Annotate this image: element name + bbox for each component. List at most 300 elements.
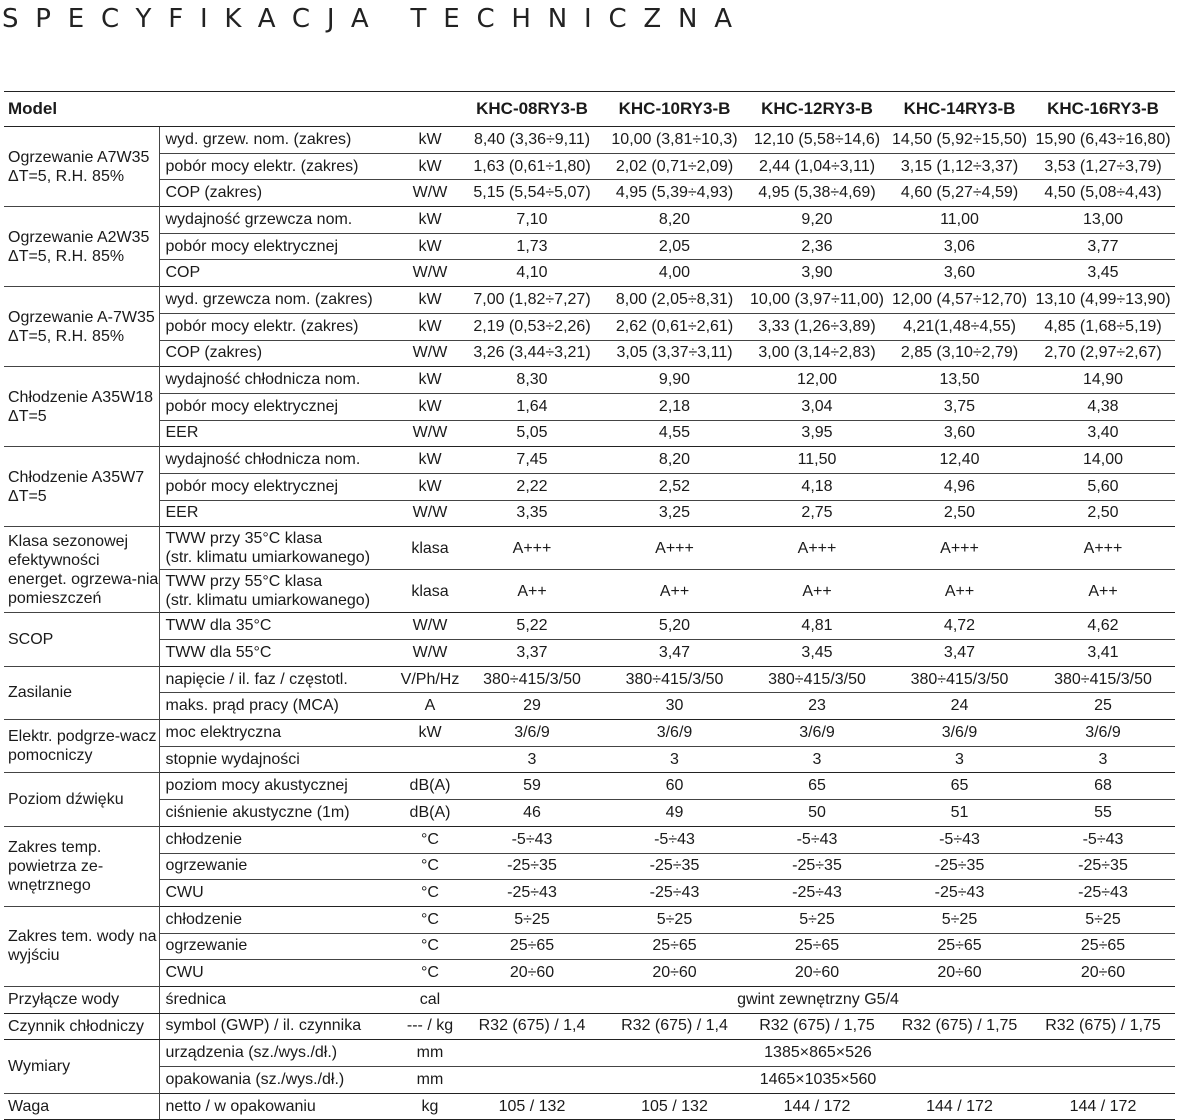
- table-row: [4, 826, 1175, 853]
- value-cell: 49: [603, 800, 746, 827]
- value-cell: 3,47: [603, 640, 746, 667]
- table-row: [4, 853, 1175, 880]
- value-cell: -25÷43: [461, 880, 603, 907]
- value-cell: 5,20: [603, 613, 746, 640]
- unit-cell: kW: [399, 287, 461, 314]
- parameter-label: moc elektryczna: [159, 720, 399, 747]
- parameter-label: COP (zakres): [159, 180, 399, 207]
- parameter-label: TWW dla 35°C: [159, 613, 399, 640]
- value-cell: R32 (675) / 1,4: [603, 1013, 746, 1040]
- value-cell: 20÷60: [746, 960, 888, 987]
- table-row: [4, 420, 1175, 447]
- unit-cell: dB(A): [399, 800, 461, 827]
- value-cell: 5÷25: [461, 906, 603, 933]
- value-cell: 2,19 (0,53÷2,26): [461, 313, 603, 340]
- value-cell: 9,90: [603, 367, 746, 394]
- shared-value-cell: gwint zewnętrzny G5/4: [461, 986, 1175, 1013]
- value-cell: -5÷43: [746, 826, 888, 853]
- value-cell: 29: [461, 693, 603, 720]
- parameter-label: wydajność grzewcza nom.: [159, 207, 399, 234]
- table-row: [4, 367, 1175, 394]
- table-row: [4, 933, 1175, 960]
- value-cell: 3/6/9: [888, 720, 1031, 747]
- value-cell: R32 (675) / 1,75: [1031, 1013, 1175, 1040]
- value-cell: -25÷35: [461, 853, 603, 880]
- value-cell: -25÷43: [746, 880, 888, 907]
- parameter-label: wyd. grzew. nom. (zakres): [159, 127, 399, 154]
- value-cell: 3/6/9: [746, 720, 888, 747]
- value-cell: 4,72: [888, 613, 1031, 640]
- table-row: [4, 153, 1175, 180]
- value-cell: 3,45: [746, 640, 888, 667]
- table-row: [4, 260, 1175, 287]
- value-cell: 4,95 (5,38÷4,69): [746, 180, 888, 207]
- value-cell: 3: [603, 746, 746, 773]
- value-cell: 5÷25: [888, 906, 1031, 933]
- value-cell: 8,20: [603, 447, 746, 474]
- value-cell: 4,96: [888, 473, 1031, 500]
- unit-cell: W/W: [399, 340, 461, 367]
- value-cell: 3: [461, 746, 603, 773]
- value-cell: 380÷415/3/50: [888, 666, 1031, 693]
- model-column-header: KHC-16RY3-B: [1031, 92, 1175, 127]
- value-cell: 14,00: [1031, 447, 1175, 474]
- value-cell: 10,00 (3,81÷10,3): [603, 127, 746, 154]
- value-cell: 8,40 (3,36÷9,11): [461, 127, 603, 154]
- group-label: Czynnik chłodniczy: [4, 1013, 159, 1040]
- value-cell: 5÷25: [746, 906, 888, 933]
- value-cell: 4,55: [603, 420, 746, 447]
- parameter-label: wydajność chłodnicza nom.: [159, 367, 399, 394]
- value-cell: A+++: [1031, 527, 1175, 570]
- value-cell: 2,05: [603, 233, 746, 260]
- model-column-header: KHC-14RY3-B: [888, 92, 1031, 127]
- parameter-label: pobór mocy elektrycznej: [159, 393, 399, 420]
- shared-value-cell: 1385×865×526: [461, 1040, 1175, 1067]
- value-cell: 2,02 (0,71÷2,09): [603, 153, 746, 180]
- value-cell: 3,26 (3,44÷3,21): [461, 340, 603, 367]
- value-cell: 12,00 (4,57÷12,70): [888, 287, 1031, 314]
- table-row: [4, 720, 1175, 747]
- value-cell: 11,00: [888, 207, 1031, 234]
- value-cell: 5,22: [461, 613, 603, 640]
- value-cell: 3,04: [746, 393, 888, 420]
- table-row: [4, 746, 1175, 773]
- group-label: Waga: [4, 1093, 159, 1120]
- parameter-label: maks. prąd pracy (MCA): [159, 693, 399, 720]
- value-cell: 2,70 (2,97÷2,67): [1031, 340, 1175, 367]
- parameter-label: wydajność chłodnicza nom.: [159, 447, 399, 474]
- parameter-label-sub: (str. klimatu umiarkowanego): [165, 592, 371, 610]
- unit-cell: W/W: [399, 420, 461, 447]
- value-cell: 144 / 172: [746, 1093, 888, 1120]
- value-cell: 4,21(1,48÷4,55): [888, 313, 1031, 340]
- model-column-header: KHC-12RY3-B: [746, 92, 888, 127]
- model-column-header: KHC-08RY3-B: [461, 92, 603, 127]
- value-cell: 3: [1031, 746, 1175, 773]
- parameter-label-main: TWW przy 35°C klasa: [165, 530, 323, 548]
- value-cell: 3,41: [1031, 640, 1175, 667]
- unit-cell: klasa: [399, 570, 461, 613]
- group-label: Ogrzewanie A2W35 ΔT=5, R.H. 85%: [4, 207, 159, 287]
- unit-cell: kW: [399, 720, 461, 747]
- parameter-label: netto / w opakowaniu: [159, 1093, 399, 1120]
- value-cell: 144 / 172: [1031, 1093, 1175, 1120]
- table-row: [4, 986, 1175, 1013]
- value-cell: R32 (675) / 1,4: [461, 1013, 603, 1040]
- value-cell: 3: [746, 746, 888, 773]
- table-row: [4, 960, 1175, 987]
- value-cell: -5÷43: [1031, 826, 1175, 853]
- value-cell: 25÷65: [746, 933, 888, 960]
- unit-cell: kW: [399, 153, 461, 180]
- value-cell: 3,75: [888, 393, 1031, 420]
- group-label: Zasilanie: [4, 666, 159, 719]
- parameter-label: ogrzewanie: [159, 853, 399, 880]
- value-cell: 3,60: [888, 260, 1031, 287]
- unit-cell: W/W: [399, 640, 461, 667]
- table-row: [4, 527, 1175, 570]
- unit-cell: kW: [399, 233, 461, 260]
- value-cell: A++: [603, 570, 746, 613]
- unit-cell: --- / kg: [399, 1013, 461, 1040]
- value-cell: 2,75: [746, 500, 888, 527]
- unit-cell: kW: [399, 447, 461, 474]
- table-row: [4, 773, 1175, 800]
- group-label: Wymiary: [4, 1040, 159, 1093]
- table-row: [4, 473, 1175, 500]
- unit-cell: °C: [399, 826, 461, 853]
- unit-cell: °C: [399, 906, 461, 933]
- value-cell: 144 / 172: [888, 1093, 1031, 1120]
- parameter-label: ciśnienie akustyczne (1m): [159, 800, 399, 827]
- table-row: [4, 1013, 1175, 1040]
- value-cell: 3,33 (1,26÷3,89): [746, 313, 888, 340]
- value-cell: 8,00 (2,05÷8,31): [603, 287, 746, 314]
- value-cell: 4,38: [1031, 393, 1175, 420]
- parameter-label: COP: [159, 260, 399, 287]
- group-label: Zakres tem. wody na wyjściu: [4, 906, 159, 986]
- value-cell: 3,25: [603, 500, 746, 527]
- value-cell: 20÷60: [603, 960, 746, 987]
- value-cell: 3,05 (3,37÷3,11): [603, 340, 746, 367]
- value-cell: 25÷65: [888, 933, 1031, 960]
- unit-cell: °C: [399, 880, 461, 907]
- unit-cell: W/W: [399, 260, 461, 287]
- parameter-label: pobór mocy elektrycznej: [159, 473, 399, 500]
- value-cell: 12,40: [888, 447, 1031, 474]
- unit-cell: V/Ph/Hz: [399, 666, 461, 693]
- value-cell: 380÷415/3/50: [1031, 666, 1175, 693]
- table-row: [4, 613, 1175, 640]
- value-cell: 3,95: [746, 420, 888, 447]
- unit-cell: kg: [399, 1093, 461, 1120]
- value-cell: 15,90 (6,43÷16,80): [1031, 127, 1175, 154]
- unit-cell: W/W: [399, 613, 461, 640]
- parameter-label: [159, 527, 399, 570]
- value-cell: 105 / 132: [461, 1093, 603, 1120]
- group-label: Przyłącze wody: [4, 986, 159, 1013]
- table-row: [4, 500, 1175, 527]
- table-row: [4, 693, 1175, 720]
- value-cell: 4,85 (1,68÷5,19): [1031, 313, 1175, 340]
- value-cell: 2,52: [603, 473, 746, 500]
- table-row: [4, 207, 1175, 234]
- table-row: [4, 1067, 1175, 1094]
- unit-cell: W/W: [399, 180, 461, 207]
- value-cell: 4,81: [746, 613, 888, 640]
- table-row: [4, 640, 1175, 667]
- parameter-label: EER: [159, 500, 399, 527]
- table-row: [4, 313, 1175, 340]
- value-cell: 4,95 (5,39÷4,93): [603, 180, 746, 207]
- unit-cell: W/W: [399, 500, 461, 527]
- value-cell: 60: [603, 773, 746, 800]
- value-cell: 68: [1031, 773, 1175, 800]
- value-cell: 380÷415/3/50: [603, 666, 746, 693]
- value-cell: 5,15 (5,54÷5,07): [461, 180, 603, 207]
- parameter-label: pobór mocy elektrycznej: [159, 233, 399, 260]
- group-label: Klasa sezonowej efektywności energet. ogrzewa-nia pomieszczeń: [4, 527, 159, 613]
- value-cell: -25÷35: [1031, 853, 1175, 880]
- value-cell: 4,18: [746, 473, 888, 500]
- table-row: [4, 127, 1175, 154]
- value-cell: 1,64: [461, 393, 603, 420]
- value-cell: 50: [746, 800, 888, 827]
- value-cell: 3,90: [746, 260, 888, 287]
- value-cell: R32 (675) / 1,75: [746, 1013, 888, 1040]
- value-cell: A++: [1031, 570, 1175, 613]
- table-row: [4, 800, 1175, 827]
- value-cell: A++: [461, 570, 603, 613]
- parameter-label: CWU: [159, 880, 399, 907]
- table-row: [4, 906, 1175, 933]
- table-header-row: [4, 92, 1175, 127]
- parameter-label: wyd. grzewcza nom. (zakres): [159, 287, 399, 314]
- value-cell: 65: [888, 773, 1031, 800]
- value-cell: 23: [746, 693, 888, 720]
- parameter-label: stopnie wydajności: [159, 746, 399, 773]
- parameter-label: chłodzenie: [159, 906, 399, 933]
- value-cell: 11,50: [746, 447, 888, 474]
- value-cell: 3,35: [461, 500, 603, 527]
- value-cell: 25: [1031, 693, 1175, 720]
- value-cell: 51: [888, 800, 1031, 827]
- table-row: [4, 1093, 1175, 1120]
- value-cell: 12,10 (5,58÷14,6): [746, 127, 888, 154]
- value-cell: 5÷25: [603, 906, 746, 933]
- value-cell: 3,15 (1,12÷3,37): [888, 153, 1031, 180]
- value-cell: 10,00 (3,97÷11,00): [746, 287, 888, 314]
- value-cell: R32 (675) / 1,75: [888, 1013, 1031, 1040]
- unit-cell: cal: [399, 986, 461, 1013]
- value-cell: 20÷60: [888, 960, 1031, 987]
- value-cell: 3/6/9: [603, 720, 746, 747]
- value-cell: 3/6/9: [461, 720, 603, 747]
- value-cell: 1,73: [461, 233, 603, 260]
- unit-cell: kW: [399, 393, 461, 420]
- group-label: Ogrzewanie A-7W35 ΔT=5, R.H. 85%: [4, 287, 159, 367]
- model-header: Model: [4, 92, 461, 127]
- value-cell: 25÷65: [603, 933, 746, 960]
- spec-table-body: [4, 127, 1175, 1120]
- value-cell: 46: [461, 800, 603, 827]
- table-row: [4, 570, 1175, 613]
- parameter-label: napięcie / il. faz / częstotl.: [159, 666, 399, 693]
- shared-value-cell: 1465×1035×560: [461, 1067, 1175, 1094]
- value-cell: 3,37: [461, 640, 603, 667]
- parameter-label: średnica: [159, 986, 399, 1013]
- value-cell: -25÷35: [888, 853, 1031, 880]
- group-label: Chłodzenie A35W7 ΔT=5: [4, 447, 159, 527]
- table-row: [4, 1040, 1175, 1067]
- value-cell: 2,18: [603, 393, 746, 420]
- value-cell: 2,62 (0,61÷2,61): [603, 313, 746, 340]
- parameter-label: chłodzenie: [159, 826, 399, 853]
- value-cell: 3,47: [888, 640, 1031, 667]
- parameter-label-sub: (str. klimatu umiarkowanego): [165, 549, 371, 567]
- table-row: [4, 880, 1175, 907]
- page-title: SPECYFIKACJA TECHNICZNA: [2, 4, 749, 34]
- value-cell: 30: [603, 693, 746, 720]
- value-cell: 2,85 (3,10÷2,79): [888, 340, 1031, 367]
- value-cell: 65: [746, 773, 888, 800]
- unit-cell: A: [399, 693, 461, 720]
- table-row: [4, 233, 1175, 260]
- value-cell: 25÷65: [461, 933, 603, 960]
- parameter-label: poziom mocy akustycznej: [159, 773, 399, 800]
- value-cell: 20÷60: [461, 960, 603, 987]
- table-row: [4, 393, 1175, 420]
- value-cell: A++: [746, 570, 888, 613]
- value-cell: 2,50: [1031, 500, 1175, 527]
- unit-cell: kW: [399, 313, 461, 340]
- value-cell: 55: [1031, 800, 1175, 827]
- value-cell: -25÷35: [603, 853, 746, 880]
- parameter-label: CWU: [159, 960, 399, 987]
- table-row: [4, 180, 1175, 207]
- value-cell: 12,00: [746, 367, 888, 394]
- value-cell: 105 / 132: [603, 1093, 746, 1120]
- value-cell: 13,10 (4,99÷13,90): [1031, 287, 1175, 314]
- value-cell: 3,40: [1031, 420, 1175, 447]
- value-cell: 14,50 (5,92÷15,50): [888, 127, 1031, 154]
- value-cell: A++: [888, 570, 1031, 613]
- unit-cell: klasa: [399, 527, 461, 570]
- value-cell: 4,62: [1031, 613, 1175, 640]
- parameter-label: symbol (GWP) / il. czynnika: [159, 1013, 399, 1040]
- value-cell: 3,45: [1031, 260, 1175, 287]
- parameter-label: opakowania (sz./wys./dł.): [159, 1067, 399, 1094]
- value-cell: 4,10: [461, 260, 603, 287]
- value-cell: 2,50: [888, 500, 1031, 527]
- unit-cell: kW: [399, 207, 461, 234]
- parameter-label: pobór mocy elektr. (zakres): [159, 153, 399, 180]
- value-cell: 13,50: [888, 367, 1031, 394]
- parameter-label: TWW dla 55°C: [159, 640, 399, 667]
- value-cell: 4,50 (5,08÷4,43): [1031, 180, 1175, 207]
- value-cell: -5÷43: [603, 826, 746, 853]
- value-cell: 7,10: [461, 207, 603, 234]
- group-label: Ogrzewanie A7W35 ΔT=5, R.H. 85%: [4, 127, 159, 207]
- parameter-label: ogrzewanie: [159, 933, 399, 960]
- value-cell: 3: [888, 746, 1031, 773]
- value-cell: 2,44 (1,04÷3,11): [746, 153, 888, 180]
- unit-cell: °C: [399, 933, 461, 960]
- group-label: SCOP: [4, 613, 159, 666]
- table-row: [4, 287, 1175, 314]
- value-cell: 3/6/9: [1031, 720, 1175, 747]
- parameter-label: pobór mocy elektr. (zakres): [159, 313, 399, 340]
- value-cell: 59: [461, 773, 603, 800]
- model-column-header: KHC-10RY3-B: [603, 92, 746, 127]
- unit-cell: kW: [399, 473, 461, 500]
- unit-cell: kW: [399, 367, 461, 394]
- value-cell: 8,30: [461, 367, 603, 394]
- value-cell: -25÷43: [1031, 880, 1175, 907]
- value-cell: -25÷43: [603, 880, 746, 907]
- parameter-label: COP (zakres): [159, 340, 399, 367]
- value-cell: 25÷65: [1031, 933, 1175, 960]
- value-cell: 4,00: [603, 260, 746, 287]
- group-label: Poziom dźwięku: [4, 773, 159, 826]
- parameter-label: EER: [159, 420, 399, 447]
- table-row: [4, 666, 1175, 693]
- value-cell: 8,20: [603, 207, 746, 234]
- value-cell: 380÷415/3/50: [746, 666, 888, 693]
- value-cell: 4,60 (5,27÷4,59): [888, 180, 1031, 207]
- unit-cell: [399, 746, 461, 773]
- value-cell: 5,60: [1031, 473, 1175, 500]
- table-row: [4, 340, 1175, 367]
- table-row: [4, 447, 1175, 474]
- group-label: Zakres temp. powietrza ze-wnętrznego: [4, 826, 159, 906]
- unit-cell: dB(A): [399, 773, 461, 800]
- value-cell: 3,06: [888, 233, 1031, 260]
- value-cell: 2,22: [461, 473, 603, 500]
- value-cell: 24: [888, 693, 1031, 720]
- unit-cell: mm: [399, 1040, 461, 1067]
- value-cell: 14,90: [1031, 367, 1175, 394]
- unit-cell: °C: [399, 853, 461, 880]
- value-cell: 3,60: [888, 420, 1031, 447]
- group-label: Elektr. podgrze-wacz pomocniczy: [4, 720, 159, 773]
- value-cell: A+++: [603, 527, 746, 570]
- group-label: Chłodzenie A35W18 ΔT=5: [4, 367, 159, 447]
- value-cell: 9,20: [746, 207, 888, 234]
- value-cell: 13,00: [1031, 207, 1175, 234]
- unit-cell: mm: [399, 1067, 461, 1094]
- value-cell: 20÷60: [1031, 960, 1175, 987]
- value-cell: 3,00 (3,14÷2,83): [746, 340, 888, 367]
- value-cell: -25÷43: [888, 880, 1031, 907]
- unit-cell: °C: [399, 960, 461, 987]
- value-cell: 3,77: [1031, 233, 1175, 260]
- value-cell: 5,05: [461, 420, 603, 447]
- parameter-label: urządzenia (sz./wys./dł.): [159, 1040, 399, 1067]
- parameter-label: [159, 570, 399, 613]
- value-cell: A+++: [746, 527, 888, 570]
- spec-table: [4, 91, 1175, 1120]
- value-cell: A+++: [888, 527, 1031, 570]
- value-cell: -25÷35: [746, 853, 888, 880]
- value-cell: 380÷415/3/50: [461, 666, 603, 693]
- value-cell: A+++: [461, 527, 603, 570]
- value-cell: 7,45: [461, 447, 603, 474]
- value-cell: 1,63 (0,61÷1,80): [461, 153, 603, 180]
- unit-cell: kW: [399, 127, 461, 154]
- value-cell: 5÷25: [1031, 906, 1175, 933]
